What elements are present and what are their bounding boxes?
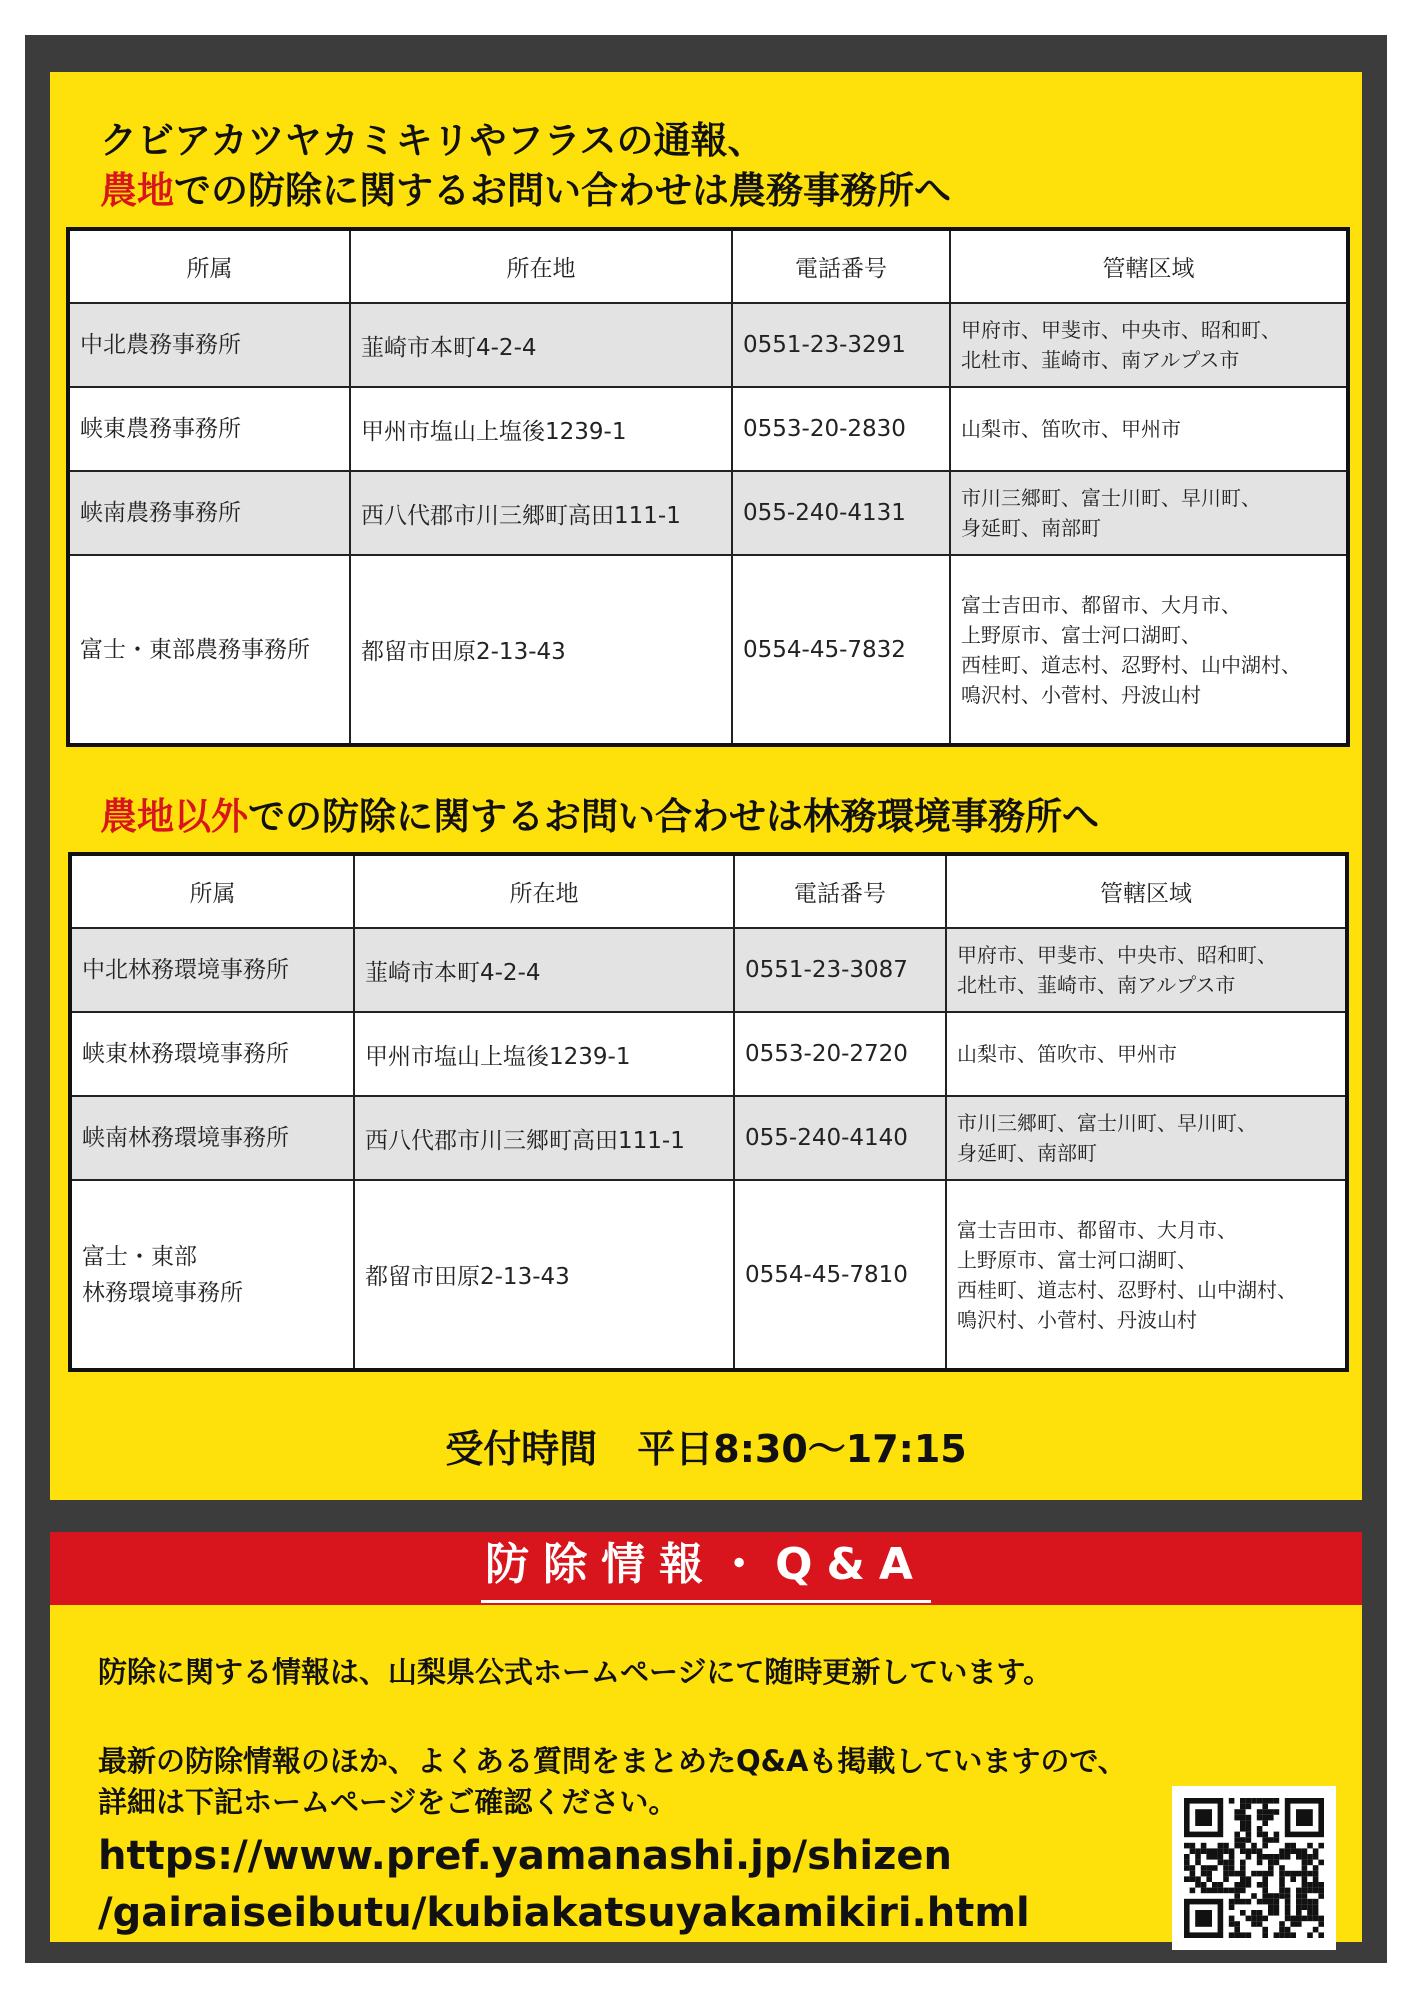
office-phone: 055-240-4140 bbox=[734, 1096, 946, 1180]
heading-agri-line1: クビアカツヤカミキリやフラスの通報、 bbox=[100, 119, 765, 162]
info-text-line1: 防除に関する情報は、山梨県公式ホームページにて随時更新しています。 bbox=[98, 1655, 1053, 1689]
office-address: 西八代郡市川三郷町高田111-1 bbox=[354, 1096, 734, 1180]
table-row bbox=[68, 303, 1348, 387]
office-phone: 0551-23-3087 bbox=[734, 928, 946, 1012]
office-name: 峡東農務事務所 bbox=[68, 387, 350, 471]
office-area: 甲府市、甲斐市、中央市、昭和町、 北杜市、韮崎市、南アルプス市 bbox=[950, 303, 1348, 387]
header-area: 管轄区域 bbox=[946, 854, 1347, 928]
table-row bbox=[70, 1012, 1347, 1096]
office-address: 韮崎市本町4-2-4 bbox=[354, 928, 734, 1012]
info-text-line2: 最新の防除情報のほか、よくある質問をまとめたQ&Aも掲載していますので、 bbox=[98, 1744, 1127, 1778]
qr-code[interactable] bbox=[1172, 1786, 1336, 1950]
homepage-url-line1[interactable]: https://www.pref.yamanashi.jp/shizen bbox=[98, 1833, 953, 1879]
header-area: 管轄区域 bbox=[950, 229, 1348, 303]
header-address: 所在地 bbox=[350, 229, 732, 303]
office-area: 市川三郷町、富士川町、早川町、 身延町、南部町 bbox=[950, 471, 1348, 555]
heading-agri-highlight: 農地 bbox=[100, 169, 174, 212]
info-banner bbox=[50, 1532, 1362, 1605]
office-phone: 0554-45-7810 bbox=[734, 1180, 946, 1370]
office-address: 西八代郡市川三郷町高田111-1 bbox=[350, 471, 732, 555]
header-phone: 電話番号 bbox=[734, 854, 946, 928]
agri-office-table bbox=[66, 227, 1350, 747]
heading-agri-line2 bbox=[100, 168, 951, 214]
office-name: 中北林務環境事務所 bbox=[70, 928, 354, 1012]
office-name: 峡東林務環境事務所 bbox=[70, 1012, 354, 1096]
office-address: 都留市田原2-13-43 bbox=[350, 555, 732, 745]
qr-code-icon bbox=[1172, 1786, 1336, 1950]
header-address: 所在地 bbox=[354, 854, 734, 928]
office-phone: 0554-45-7832 bbox=[732, 555, 950, 745]
table-header-row bbox=[68, 229, 1348, 303]
office-address: 甲州市塩山上塩後1239-1 bbox=[350, 387, 732, 471]
office-address: 甲州市塩山上塩後1239-1 bbox=[354, 1012, 734, 1096]
heading-forest-highlight: 農地以外 bbox=[100, 795, 248, 838]
header-affiliation: 所属 bbox=[68, 229, 350, 303]
office-area: 市川三郷町、富士川町、早川町、 身延町、南部町 bbox=[946, 1096, 1347, 1180]
office-phone: 055-240-4131 bbox=[732, 471, 950, 555]
table-header-row bbox=[70, 854, 1347, 928]
office-phone: 0553-20-2830 bbox=[732, 387, 950, 471]
office-phone: 0551-23-3291 bbox=[732, 303, 950, 387]
office-name: 峡南林務環境事務所 bbox=[70, 1096, 354, 1180]
homepage-url-line2[interactable]: /gairaiseibutu/kubiakatsuyakamikiri.html bbox=[98, 1890, 1030, 1936]
table-row bbox=[70, 928, 1347, 1012]
table-row bbox=[68, 387, 1348, 471]
office-area: 甲府市、甲斐市、中央市、昭和町、 北杜市、韮崎市、南アルプス市 bbox=[946, 928, 1347, 1012]
info-text-line3: 詳細は下記ホームページをご確認ください。 bbox=[98, 1785, 678, 1819]
table-row bbox=[68, 471, 1348, 555]
heading-agri-rest: での防除に関するお問い合わせは農務事務所へ bbox=[174, 169, 951, 212]
office-area: 富士吉田市、都留市、大月市、 上野原市、富士河口湖町、 西桂町、道志村、忍野村、山中湖村、 鳴沢村、小菅村、丹波山村 bbox=[946, 1180, 1347, 1370]
office-name: 富士・東部 林務環境事務所 bbox=[70, 1180, 354, 1370]
header-phone: 電話番号 bbox=[732, 229, 950, 303]
office-address: 都留市田原2-13-43 bbox=[354, 1180, 734, 1370]
hours-value: 平日8:30～17:15 bbox=[637, 1427, 967, 1471]
table-row bbox=[70, 1180, 1347, 1370]
office-name: 峡南農務事務所 bbox=[68, 471, 350, 555]
table-row bbox=[68, 555, 1348, 745]
forest-office-table bbox=[68, 852, 1349, 1372]
hours-label: 受付時間 bbox=[445, 1427, 598, 1471]
banner-title: 防除情報・Q&A bbox=[481, 1530, 931, 1603]
office-area: 山梨市、笛吹市、甲州市 bbox=[946, 1012, 1347, 1096]
office-area: 富士吉田市、都留市、大月市、 上野原市、富士河口湖町、 西桂町、道志村、忍野村、山中湖村、 鳴沢村、小菅村、丹波山村 bbox=[950, 555, 1348, 745]
heading-forest bbox=[100, 794, 1099, 840]
table-row bbox=[70, 1096, 1347, 1180]
heading-forest-rest: での防除に関するお問い合わせは林務環境事務所へ bbox=[248, 795, 1099, 838]
office-phone: 0553-20-2720 bbox=[734, 1012, 946, 1096]
office-name: 中北農務事務所 bbox=[68, 303, 350, 387]
header-affiliation: 所属 bbox=[70, 854, 354, 928]
office-name: 富士・東部農務事務所 bbox=[68, 555, 350, 745]
office-address: 韮崎市本町4-2-4 bbox=[350, 303, 732, 387]
reception-hours bbox=[0, 1418, 1412, 1473]
office-area: 山梨市、笛吹市、甲州市 bbox=[950, 387, 1348, 471]
